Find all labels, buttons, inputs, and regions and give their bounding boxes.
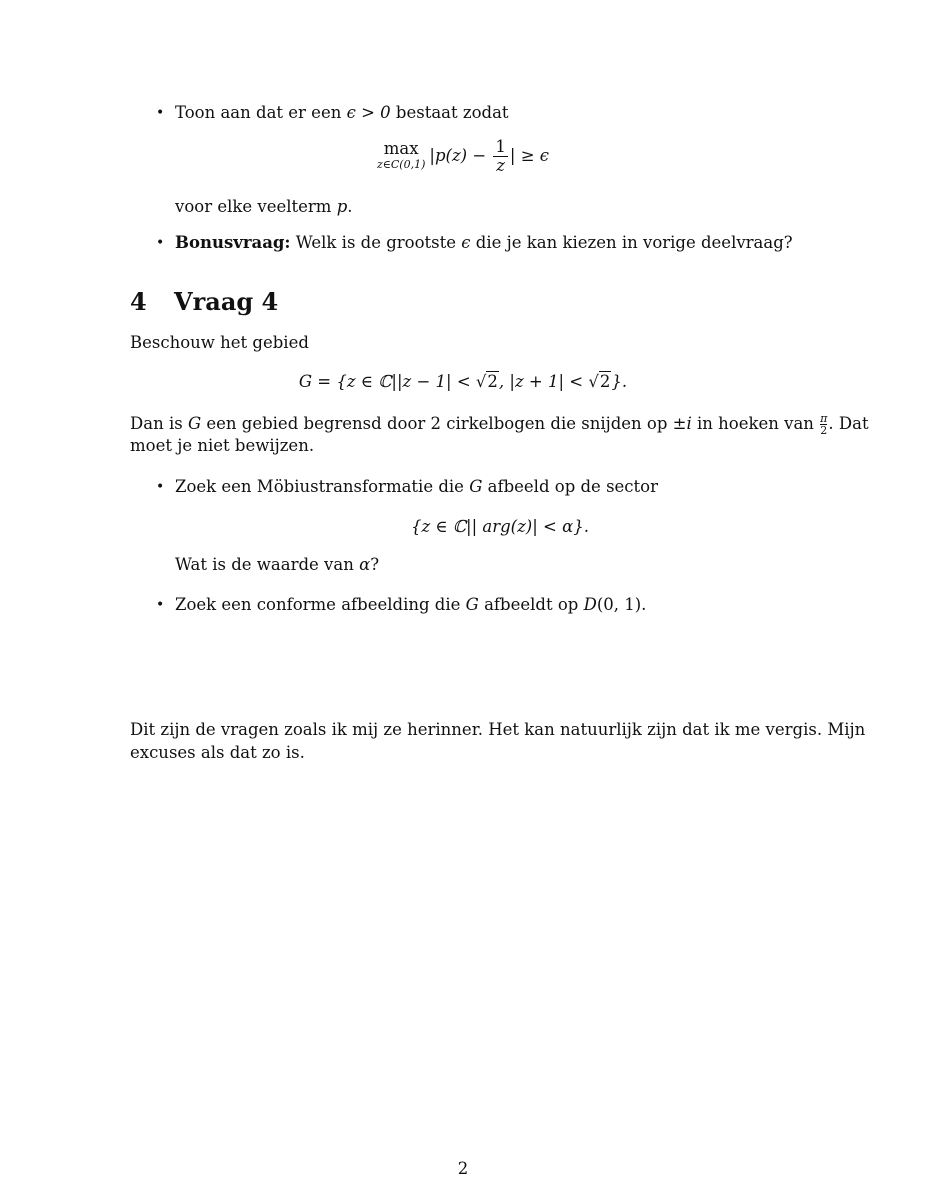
one-over-z: $\frac{1}{z}$	[495, 137, 506, 175]
max-lhs: |p(z) −	[429, 146, 492, 165]
bullet-2: •	[156, 235, 165, 251]
paragraph-line-2: moet je niet bewijzen.	[130, 436, 315, 455]
max-rhs: | ≥ ϵ	[509, 146, 550, 165]
item1-text-a: Toon aan dat er een	[175, 103, 347, 122]
bonus-label: Bonusvraag:	[175, 233, 291, 252]
epsilon-positive: ϵ > 0	[346, 103, 391, 122]
closing-line-1: Dit zijn de vragen zoals ik mij ze herinner. Het kan natuurlijk zijn dat ik me vergis. Mijn	[130, 720, 866, 739]
max-inequality	[0, 136, 926, 176]
set-g-definition: G = {z ∈ ℂ||z − 1| < √2, |z + 1| < √2}.	[298, 372, 628, 391]
item1-text-b: bestaat zodat	[390, 103, 509, 122]
bullet-3: •	[156, 479, 165, 495]
intro-text: Beschouw het gebied	[130, 333, 309, 352]
item1-after: voor elke veelterm p.	[175, 197, 353, 216]
paragraph-line-1: Dan is G een gebied begrensd door 2 cirkelbogen die snijden op ±i in hoeken van $\frac{\pi}{2}$ . Dat	[130, 412, 869, 437]
closing-line-2: excuses als dat zo is.	[130, 743, 305, 762]
item3-text: Zoek een Möbiustransformatie die G afbeeld op de sector	[175, 477, 658, 496]
item1-text	[175, 103, 509, 123]
item3-question: Wat is de waarde van α?	[175, 555, 380, 574]
sector-definition: {z ∈ ℂ|| arg(z)| < α}.	[410, 517, 589, 536]
item4-text: Zoek een conforme afbeelding die G afbeeldt op D(0, 1).	[175, 595, 647, 614]
max-operator: max z∈C(0,1)	[376, 138, 426, 171]
bullet-4: •	[156, 597, 165, 613]
bullet-1: •	[156, 105, 165, 121]
page-number: 2	[457, 1159, 469, 1178]
pi-over-two: $\frac{\pi}{2}$	[820, 412, 828, 437]
item2-text: Bonusvraag: Welk is de grootste ϵ die je kan kiezen in vorige deelvraag?	[175, 233, 793, 252]
section-heading	[130, 287, 278, 317]
section-number: 4	[130, 287, 147, 316]
section-title: Vraag 4	[174, 287, 279, 316]
